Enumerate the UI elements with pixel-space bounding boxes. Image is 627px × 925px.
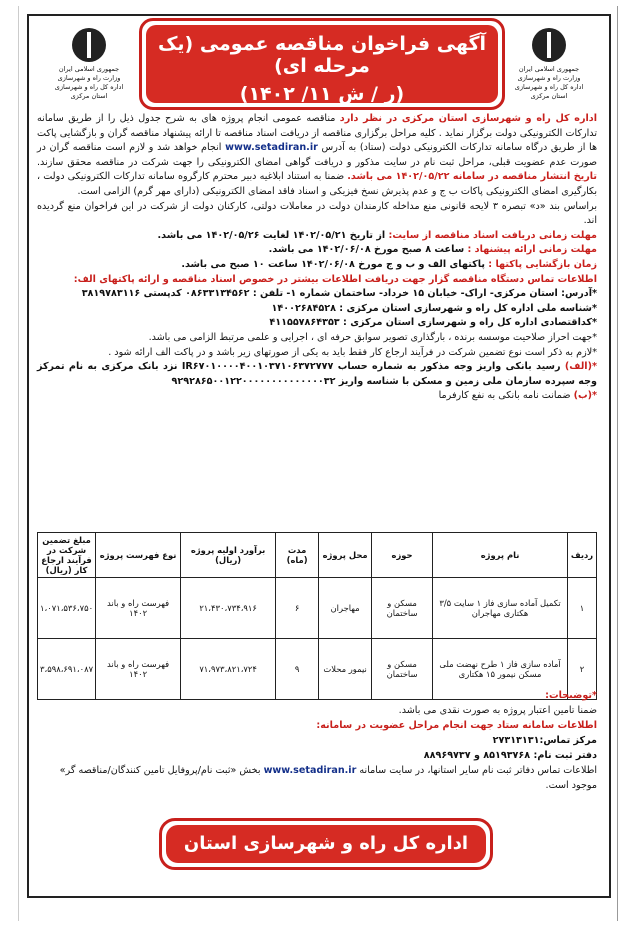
get-docs-value: از تاریخ ۱۴۰۲/۰۵/۲۱ لغایت ۱۴۰۲/۰۵/۲۶ می باشد. — [157, 229, 389, 241]
cell-row: ۲ — [568, 639, 597, 700]
submit-label: مهلت زمانی ارائه پیشنهاد : — [467, 244, 597, 256]
footer-reg-heading: اطلاعات سامانه ستاد جهت انجام مراحل عضویت در سامانه: — [316, 720, 597, 731]
emblem-right-caption: جمهوری اسلامی ایران وزارت راه و شهرسازی اداره کل راه و شهرسازی استان مرکزی — [514, 65, 584, 100]
cell-row: ۱ — [568, 578, 597, 639]
cell-scope: مسکن و ساختمان — [372, 639, 433, 700]
setad-link[interactable]: www.setadiran.ir — [225, 142, 318, 154]
col-location: محل پروژه — [319, 533, 372, 578]
note-a-label: *(الف) — [564, 361, 597, 373]
footer-setad-link[interactable]: www.setadiran.ir — [263, 765, 357, 776]
open-value: پاکتهای الف و ب و ج مورخ ۱۴۰۲/۰۶/۰۸ ساعت ۱۰ صبح می باشد. — [181, 258, 489, 270]
cell-estimate: ۷۱،۹۷۳،۸۲۱،۷۲۴ — [181, 639, 276, 700]
cell-project-name: آماده سازی فاز ۱ طرح نهضت ملی مسکن نیمور ۱۵ هکتاری — [433, 639, 568, 700]
cell-location: نیمور محلات — [319, 639, 372, 700]
intro-text: مناقصه عمومی انجام پروژه های به شرح جدول ذیل را از طریق سامانه تدارکات الکترونیکی دولت برگزار نماید . کلیه مراحل برگزاری مناقصه از دریافت اسناد مناقصه تا ارائه پیشنهاد مناقصه گران و بازگشایی پاکت ها از طریق درگاه سامانه تدارکات الکترونیکی دولت (ستاد) به آدرس — [37, 113, 597, 154]
intro-lead: اداره کل راه و شهرسازی استان مرکزی در نظر دارد — [339, 113, 597, 124]
publish-date: تاریخ انتشار مناقصه در سامانه ۱۴۰۲/۰۵/۲۲ می باشد. — [347, 171, 597, 183]
note-guarantee: *لازم به ذکر است نوع تضمین شرکت در فرآیند ارجاع کار فقط باید به یکی از صورتهای زیر باشد و در پاکت الف ارائه شود . — [108, 346, 597, 358]
footer-contact-center: مرکز تماس:۲۷۳۱۳۱۳۱ — [492, 735, 597, 746]
table-row — [38, 578, 597, 639]
footer-note-text: ضمنا تامین اعتبار پروژه به صورت نقدی می باشد. — [398, 705, 597, 716]
cell-list-type: فهرست راه و باند ۱۴۰۲ — [96, 639, 181, 700]
cell-location: مهاجران — [319, 578, 372, 639]
note-qualification: *جهت احراز صلاحیت موسسه برنده ، بارگذاری تصویر سوابق حرفه ای ، اجرایی و علمی مرتبط الزامی می باشد. — [148, 331, 597, 343]
emblem-right — [509, 28, 589, 101]
iran-emblem-icon — [532, 28, 566, 62]
cell-guarantee: ۳،۵۹۸،۶۹۱،۰۸۷ — [38, 639, 96, 700]
col-guarantee: مبلغ تضمین شرکت در فرآیند ارجاع کار (ریال) — [38, 533, 96, 578]
footer-note-label: *توضیحات: — [545, 690, 597, 701]
header-banner — [139, 18, 505, 110]
conflict-note: براساس بند «د» تبصره ۳ لایحه قانونی منع مداخله کارمندان دولت در معاملات دولتی، کارکنان دولت از شرکت در این فراخوان منع گردیده اند. — [37, 200, 597, 227]
announcement-body — [37, 112, 597, 404]
contact-address: *آدرس: استان مرکزی- اراک- خیابان ۱۵ خرداد- ساختمان شماره ۱- تلفن : ۰۸۶۳۳۱۳۴۵۶۲ کدپستی ۳۸۱۹۷۸۳۱۱۶ — [81, 288, 597, 300]
footer-info-pre: اطلاعات تماس دفاتر ثبت نام سایر استانها، در سایت سامانه — [356, 765, 597, 776]
contact-national-id: *شناسه ملی اداره کل راه و شهرسازی استان مرکزی : ۱۴۰۰۲۶۸۴۵۲۸ — [271, 302, 597, 314]
cell-estimate: ۲۱،۴۳۰،۷۳۴،۹۱۶ — [181, 578, 276, 639]
footer-info — [37, 688, 597, 793]
footer-info-post: بخش «ثبت نام/پروفایل تامین کنندگان/مناقصه گر» موجود است. — [59, 765, 597, 791]
iran-emblem-icon — [72, 28, 106, 62]
note-b-text: ضمانت نامه بانکی به نفع کارفرما — [438, 390, 574, 402]
cell-scope: مسکن و ساختمان — [372, 578, 433, 639]
col-row: ردیف — [568, 533, 597, 578]
footer-reg-office: دفتر ثبت نام: ۸۵۱۹۳۷۶۸ و ۸۸۹۶۹۷۳۷ — [423, 750, 597, 761]
cell-guarantee: ۱،۰۷۱،۵۳۶،۷۵۰ — [38, 578, 96, 639]
cell-duration: ۹ — [276, 639, 319, 700]
bottom-banner — [159, 818, 493, 892]
col-estimate: برآورد اولیه پروژه (ریال) — [181, 533, 276, 578]
col-scope: حوزه — [372, 533, 433, 578]
emblem-left-caption: جمهوری اسلامی ایران وزارت راه و شهرسازی اداره کل راه و شهرسازی استان مرکزی — [54, 65, 124, 100]
cell-duration: ۶ — [276, 578, 319, 639]
cell-project-name: تکمیل آماده سازی فاز ۱ سایت ۳/۵ هکتاری مهاجران — [433, 578, 568, 639]
col-list-type: نوع فهرست پروژه — [96, 533, 181, 578]
note-a-text: رسید بانکی واریز وجه مذکور به شماره حساب IR۶۷۰۱۰۰۰۰۴۰۰۱۰۳۷۱۰۶۳۷۲۷۷۷ نزد بانک مرکزی به نام تمرکز وجه سپرده سازمان ملی زمین و مسکن با شناسه واریز ۹۲۹۲۸۶۵۰۰۱۲۲۰۰۰۰۰۰۰۰۰۰۰۰۰۰۳۲ — [37, 361, 597, 387]
get-docs-label: مهلت زمانی دریافت اسناد مناقصه از سایت: — [388, 229, 597, 241]
emblem-left — [49, 28, 129, 101]
projects-table — [37, 532, 597, 700]
col-duration: مدت (ماه) — [276, 533, 319, 578]
header-title: آگهی فراخوان مناقصه عمومی (یک مرحله ای) — [157, 33, 487, 77]
document-page — [18, 6, 618, 921]
bottom-banner-text: اداره کل راه و شهرسازی استان مرکزی — [166, 825, 486, 863]
note-b-label: *(ب) — [573, 390, 597, 402]
header-subtitle: (ر / ش ۱۱/ ۱۴۰۲) — [239, 83, 405, 105]
intro-text-2: انجام خواهد شد و لازم است مناقصه گران در صورت عدم عضویت قبلی، مراحل ثبت نام در سایت مذکور و دریافت گواهی امضای الکترونیکی را جهت شرکت در مناقصه محقق سازند. — [37, 142, 597, 168]
table-header-row — [38, 533, 597, 578]
open-label: زمان بازگشایی پاکتها : — [488, 258, 597, 270]
contact-heading: اطلاعات تماس دستگاه مناقصه گزار جهت دریافت اطلاعات بیشتر در خصوص اسناد مناقصه و ارائه پاکتهای الف: — [73, 273, 597, 285]
contact-economic-code: *کداقتصادی اداره کل راه و شهرسازی استان مرکزی : ۴۱۱۵۵۷۸۶۴۳۵۳ — [269, 317, 597, 329]
intro-text-3: ضمنا به استناد ابلاغیه دبیر محترم کارگروه سامانه تدارکات الکترونیکی دولت ، بکارگیری امضای الکترونیکی پاکات ب ج و عدم پذیرش نسخ فیزیکی و اسناد فاقد امضای الکترونیکی (دارای مهر گرم) الزامی است. — [37, 171, 597, 197]
submit-value: ساعت ۸ صبح مورخ ۱۴۰۲/۰۶/۰۸ می باشد. — [268, 244, 468, 256]
cell-list-type: فهرست راه و باند ۱۴۰۲ — [96, 578, 181, 639]
col-project-name: نام پروژه — [433, 533, 568, 578]
